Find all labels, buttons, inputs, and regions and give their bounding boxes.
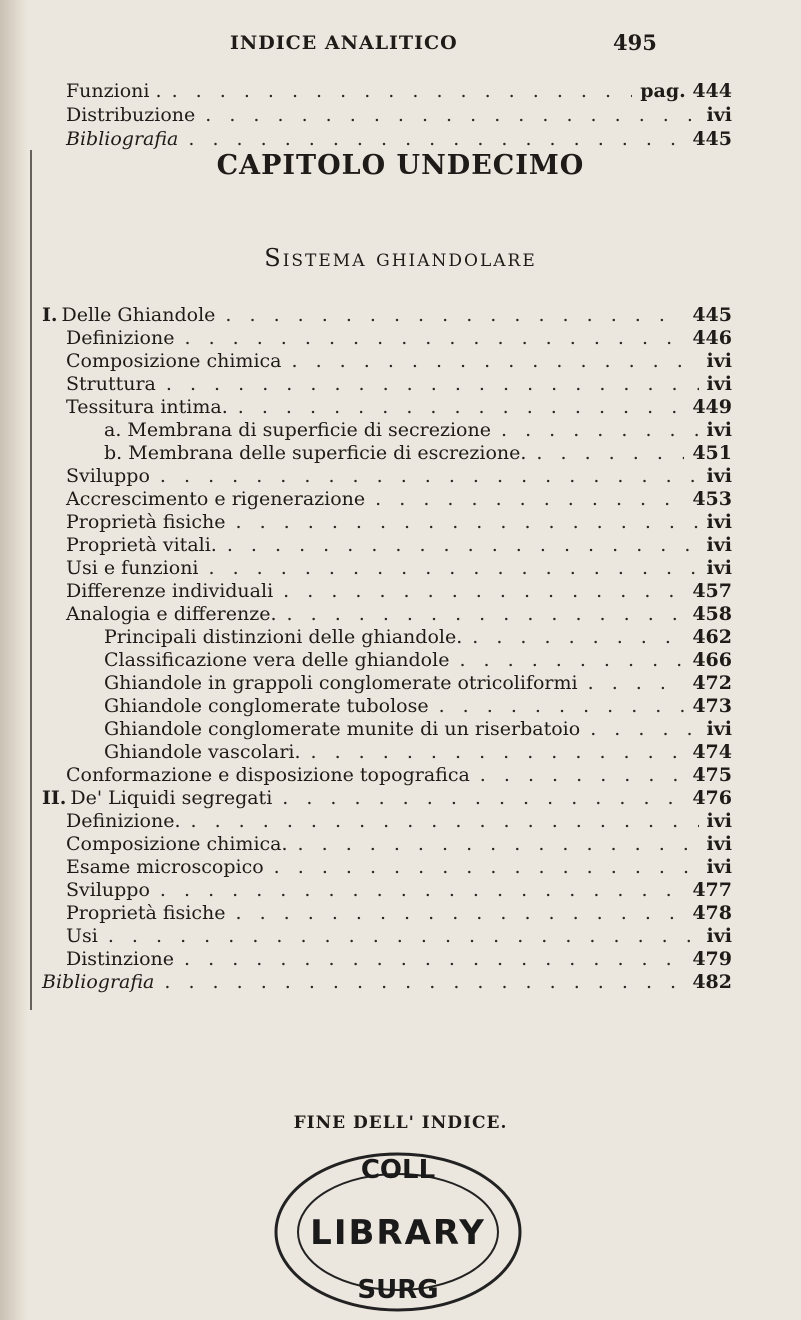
chapter-title: CAPITOLO UNDECIMO [216, 150, 585, 181]
toc-entry: Ghiandole conglomerate munite di un riserbatoio . . . ivi [104, 718, 732, 740]
toc-entry: Ghiandole conglomerate tubolose . . . 473 [104, 695, 732, 717]
toc-entry: Sviluppo . . . ivi [66, 465, 732, 487]
running-title: INDICE ANALITICO [230, 32, 458, 54]
toc-entry: Ghiandole in grappoli conglomerate otricoliformi . . . 472 [104, 672, 732, 694]
toc-entry: Analogia e differenze. . . . 458 [66, 603, 732, 625]
toc-entry: Funzioni . . . . pag. 444 [66, 80, 732, 102]
toc-entry: Ghiandole vascolari. . . . 474 [104, 741, 732, 763]
toc-entry: Composizione chimica . . . ivi [66, 350, 732, 372]
library-stamp [268, 1148, 528, 1316]
toc-entry: Accrescimento e rigenerazione . . . 453 [66, 488, 732, 510]
toc-entry: Distribuzione . . . ivi [66, 104, 732, 126]
stamp-center-text: LIBRARY [310, 1213, 486, 1253]
stamp-arc-top: COLL [360, 1155, 436, 1185]
toc-entry: Esame microscopico . . . ivi [66, 856, 732, 878]
toc-entry: Distinzione . . . 479 [66, 948, 732, 970]
margin-rule [30, 150, 32, 1010]
toc-entry: I. Delle Ghiandole . . . 445 [42, 304, 732, 326]
toc-entry: b. Membrana delle superficie di escrezione. . . . 451 [104, 442, 732, 464]
toc-entry: Struttura . . . ivi [66, 373, 732, 395]
toc-entry: Bibliografia . . . 482 [42, 971, 732, 993]
toc-entry: II. De' Liquidi segregati . . . 476 [42, 787, 732, 809]
toc-entry: a. Membrana di superficie di secrezione . . . ivi [104, 419, 732, 441]
toc-entry: Proprietà vitali. . . . ivi [66, 534, 732, 556]
toc-entry: Proprietà fisiche . . . ivi [66, 511, 732, 533]
toc-entry: Sviluppo . . . 477 [66, 879, 732, 901]
toc-entry: Classificazione vera delle ghiandole . . . 466 [104, 649, 732, 671]
section-title: Sistema ghiandolare [264, 244, 537, 272]
closing-line: FINE DELL' INDICE. [293, 1113, 508, 1133]
toc-entry: Definizione. . . . ivi [66, 810, 732, 832]
toc-entry: Proprietà fisiche . . . 478 [66, 902, 732, 924]
toc-entry: Composizione chimica. . . . ivi [66, 833, 732, 855]
toc-entry: Differenze individuali . . . 457 [66, 580, 732, 602]
toc-entry: Usi . . . ivi [66, 925, 732, 947]
toc-entry: Tessitura intima. . . . 449 [66, 396, 732, 418]
toc-entry: Bibliografia . . . 445 [66, 128, 732, 150]
page-number: 495 [613, 30, 657, 55]
toc-entry: Definizione . . . 446 [66, 327, 732, 349]
toc-entry: Principali distinzioni delle ghiandole. . . . 462 [104, 626, 732, 648]
toc-entry: Usi e funzioni . . . ivi [66, 557, 732, 579]
toc-entry: Conformazione e disposizione topografica . . . 475 [66, 764, 732, 786]
stamp-arc-bottom: SURG [357, 1275, 439, 1305]
